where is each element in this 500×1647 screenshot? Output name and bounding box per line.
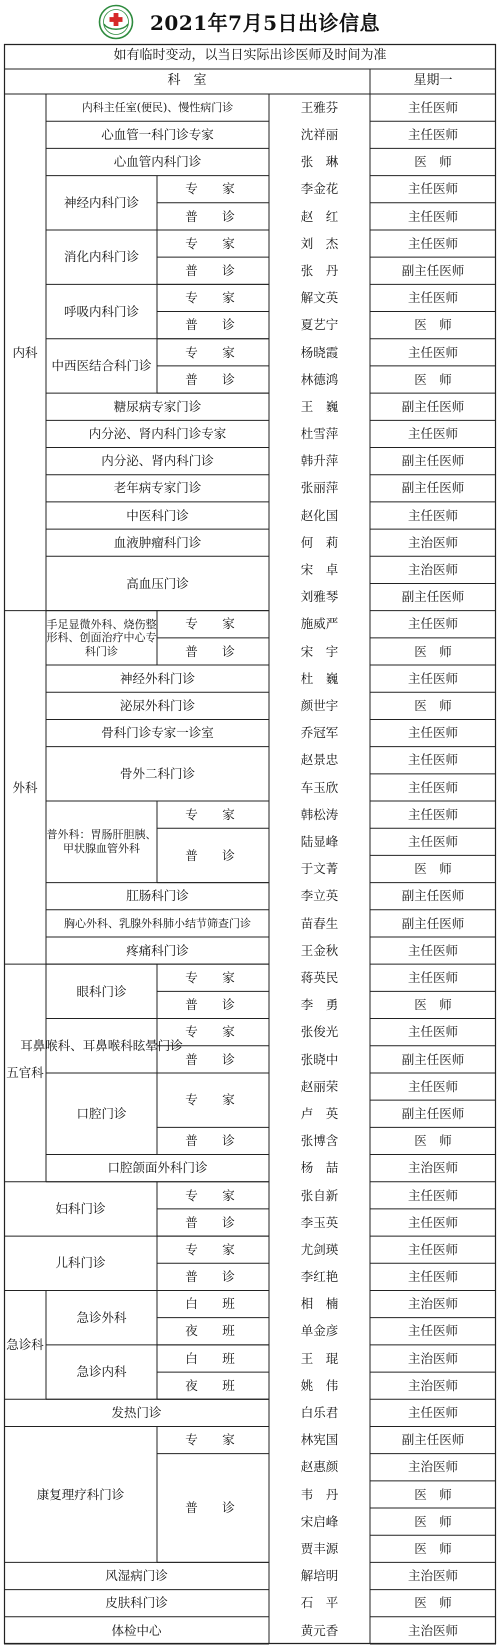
doctor-title: 副主任医师 bbox=[401, 262, 465, 278]
doctor-title: 主任医师 bbox=[407, 1241, 458, 1257]
doctor-name: 车玉欣 bbox=[300, 779, 339, 795]
department-group: 急诊科 bbox=[6, 1337, 44, 1353]
doctor-title: 主任医师 bbox=[407, 1269, 458, 1285]
doctor-title: 主任医师 bbox=[407, 126, 458, 142]
doctor-name: 宋 宇 bbox=[300, 643, 339, 659]
doctor-title: 主治医师 bbox=[407, 534, 458, 550]
doctor-name: 解培明 bbox=[300, 1568, 339, 1584]
department-group: 外科 bbox=[12, 779, 38, 795]
department-name: 发热门诊 bbox=[111, 1405, 162, 1421]
department-name: 耳鼻喉科、耳鼻喉科眩晕门诊 bbox=[20, 1037, 183, 1053]
department-name: 呼吸内科门诊 bbox=[63, 303, 139, 319]
session-type: 专 家 bbox=[185, 969, 241, 985]
session-type: 普 诊 bbox=[185, 997, 241, 1013]
page-title: 2021年7月5日出诊信息 bbox=[150, 11, 380, 35]
doctor-title: 主任医师 bbox=[407, 1024, 458, 1040]
doctor-name: 于文菁 bbox=[300, 861, 339, 877]
session-type: 普 诊 bbox=[185, 371, 241, 387]
doctor-title: 副主任医师 bbox=[401, 1051, 465, 1067]
doctor-title: 主任医师 bbox=[407, 290, 458, 306]
doctor-title: 医 师 bbox=[414, 698, 452, 714]
session-type: 专 家 bbox=[185, 344, 241, 360]
doctor-name: 杨 喆 bbox=[300, 1160, 339, 1176]
session-type: 普 诊 bbox=[185, 262, 241, 278]
doctor-title: 副主任医师 bbox=[401, 480, 465, 496]
doctor-title: 副主任医师 bbox=[401, 453, 465, 469]
session-type: 普 诊 bbox=[185, 1214, 241, 1230]
department-name: 康复理疗科门诊 bbox=[36, 1486, 125, 1502]
department-name: 皮肤科门诊 bbox=[105, 1595, 168, 1611]
page-header bbox=[0, 0, 500, 42]
doctor-title: 副主任医师 bbox=[401, 398, 465, 414]
doctor-name: 林宪国 bbox=[300, 1432, 339, 1448]
doctor-title: 主治医师 bbox=[407, 1377, 458, 1393]
doctor-name: 乔冠军 bbox=[300, 725, 339, 741]
department-group: 内科 bbox=[12, 344, 38, 360]
doctor-name: 赵丽荣 bbox=[300, 1078, 339, 1094]
doctor-name: 王雅芬 bbox=[300, 99, 339, 115]
doctor-title: 主任医师 bbox=[407, 616, 458, 632]
doctor-name: 杜雪萍 bbox=[300, 426, 339, 442]
department-name: 血液肿瘤科门诊 bbox=[113, 534, 202, 550]
doctor-name: 宋启峰 bbox=[300, 1513, 339, 1529]
doctor-name: 李红艳 bbox=[300, 1269, 339, 1285]
doctor-title: 主任医师 bbox=[407, 235, 458, 251]
doctor-title: 副主任医师 bbox=[401, 1105, 465, 1121]
session-type: 专 家 bbox=[185, 181, 241, 197]
doctor-name: 姚 伟 bbox=[300, 1377, 339, 1393]
doctor-name: 李金花 bbox=[300, 181, 339, 197]
doctor-name: 赵惠颜 bbox=[300, 1459, 339, 1475]
doctor-title: 主任医师 bbox=[407, 507, 458, 523]
doctor-title: 主任医师 bbox=[407, 1405, 458, 1421]
doctor-name: 沈祥丽 bbox=[300, 126, 339, 142]
doctor-title: 医 师 bbox=[414, 1486, 452, 1502]
doctor-title: 医 师 bbox=[414, 317, 452, 333]
doctor-name: 张自新 bbox=[300, 1187, 339, 1203]
doctor-title: 医 师 bbox=[414, 1541, 452, 1556]
doctor-name: 相 楠 bbox=[300, 1296, 339, 1312]
department-name: 内分泌、肾内科门诊专家 bbox=[88, 426, 227, 442]
doctor-name: 刘 杰 bbox=[300, 235, 339, 251]
session-type: 专 家 bbox=[185, 1092, 241, 1108]
session-type: 专 家 bbox=[185, 1024, 241, 1040]
doctor-name: 张丽萍 bbox=[300, 480, 339, 496]
doctor-title: 主任医师 bbox=[407, 1078, 458, 1094]
session-type: 专 家 bbox=[185, 806, 241, 822]
department-name: 急诊外科 bbox=[76, 1309, 127, 1325]
doctor-title: 主治医师 bbox=[407, 1459, 458, 1475]
department-name: 神经内科门诊 bbox=[63, 194, 139, 210]
doctor-name: 何 莉 bbox=[300, 534, 339, 550]
department-name: 心血管一科门诊专家 bbox=[101, 126, 214, 142]
doctor-name: 苗春生 bbox=[300, 915, 339, 931]
doctor-title: 主任医师 bbox=[407, 942, 458, 958]
department-name: 高血压门诊 bbox=[126, 575, 189, 591]
session-type: 专 家 bbox=[185, 235, 241, 251]
doctor-name: 刘雅琴 bbox=[300, 589, 339, 605]
session-type: 夜 班 bbox=[185, 1377, 241, 1393]
doctor-name: 李 勇 bbox=[300, 997, 339, 1013]
department-name: 眼科门诊 bbox=[76, 983, 127, 999]
doctor-title: 医 师 bbox=[414, 997, 452, 1013]
doctor-name: 陆显峰 bbox=[300, 833, 339, 849]
doctor-name: 韦 丹 bbox=[300, 1486, 339, 1502]
department-name: 儿科门诊 bbox=[55, 1255, 106, 1271]
department-name: 内分泌、肾内科门诊 bbox=[101, 453, 214, 469]
session-type: 专 家 bbox=[185, 616, 241, 632]
department-name: 普外科：胃肠肝胆胰、甲状腺血管外科 bbox=[46, 828, 157, 855]
doctor-title: 主任医师 bbox=[407, 99, 458, 115]
session-type: 普 诊 bbox=[185, 208, 241, 224]
department-name: 骨科门诊专家一诊室 bbox=[101, 725, 214, 741]
department-group: 五官科 bbox=[6, 1065, 44, 1081]
department-name: 体检中心 bbox=[111, 1622, 162, 1638]
doctor-title: 医 师 bbox=[414, 1133, 452, 1149]
doctor-title: 主任医师 bbox=[407, 1214, 458, 1230]
doctor-name: 单金彦 bbox=[300, 1323, 339, 1339]
doctor-title: 主治医师 bbox=[407, 1568, 458, 1584]
doctor-name: 颜世宇 bbox=[300, 698, 339, 714]
doctor-name: 白乐君 bbox=[300, 1405, 339, 1421]
doctor-title: 医 师 bbox=[414, 371, 452, 387]
doctor-name: 张俊光 bbox=[300, 1024, 339, 1040]
doctor-name: 张 琳 bbox=[300, 154, 339, 170]
doctor-name: 王 巍 bbox=[300, 398, 339, 414]
doctor-title: 主任医师 bbox=[407, 1323, 458, 1339]
doctor-title: 主任医师 bbox=[407, 1187, 458, 1203]
doctor-title: 主任医师 bbox=[407, 725, 458, 741]
doctor-title: 副主任医师 bbox=[401, 915, 465, 931]
doctor-name: 林德鸿 bbox=[300, 371, 339, 387]
doctor-title: 主任医师 bbox=[407, 181, 458, 197]
doctor-name: 赵化国 bbox=[300, 507, 339, 523]
session-type: 白 班 bbox=[185, 1296, 241, 1312]
session-type: 普 诊 bbox=[185, 1500, 241, 1516]
doctor-name: 张 丹 bbox=[300, 262, 339, 278]
doctor-name: 韩松涛 bbox=[300, 806, 339, 822]
session-type: 专 家 bbox=[185, 1241, 241, 1257]
doctor-name: 卢 英 bbox=[300, 1105, 339, 1121]
doctor-title: 副主任医师 bbox=[401, 589, 465, 605]
doctor-title: 医 师 bbox=[414, 1513, 452, 1529]
doctor-title: 主治医师 bbox=[407, 1622, 458, 1638]
doctor-title: 医 师 bbox=[414, 154, 452, 170]
doctor-title: 主任医师 bbox=[407, 670, 458, 686]
schedule-notice: 如有临时变动，以当日实际出诊医师及时间为准 bbox=[113, 48, 387, 63]
doctor-title: 医 师 bbox=[414, 1595, 452, 1611]
session-type: 夜 班 bbox=[185, 1323, 241, 1339]
department-name: 中医科门诊 bbox=[126, 507, 189, 523]
session-type: 普 诊 bbox=[185, 1133, 241, 1149]
department-name: 风湿病门诊 bbox=[105, 1568, 168, 1584]
doctor-title: 主治医师 bbox=[407, 562, 458, 578]
session-type: 普 诊 bbox=[185, 1269, 241, 1285]
session-type: 白 班 bbox=[185, 1350, 241, 1366]
doctor-name: 杨晓霞 bbox=[300, 344, 339, 360]
department-name: 口腔颌面外科门诊 bbox=[107, 1160, 208, 1176]
department-name: 老年病专家门诊 bbox=[113, 480, 202, 496]
session-type: 普 诊 bbox=[185, 643, 241, 659]
schedule-table bbox=[4, 44, 496, 1644]
doctor-title: 主治医师 bbox=[407, 1350, 458, 1366]
doctor-name: 杜 巍 bbox=[300, 670, 339, 686]
hospital-logo-icon bbox=[98, 4, 134, 40]
session-type: 专 家 bbox=[185, 1432, 241, 1448]
column-header-weekday: 星期一 bbox=[413, 73, 453, 89]
session-type: 普 诊 bbox=[185, 847, 241, 863]
doctor-name: 张晓中 bbox=[300, 1051, 339, 1067]
doctor-name: 解文英 bbox=[300, 290, 339, 306]
session-type: 普 诊 bbox=[185, 1051, 241, 1067]
doctor-title: 主任医师 bbox=[407, 208, 458, 224]
doctor-name: 张博含 bbox=[300, 1133, 339, 1149]
doctor-name: 贾丰源 bbox=[300, 1541, 339, 1556]
department-name: 肛肠科门诊 bbox=[126, 888, 189, 904]
doctor-name: 李立英 bbox=[300, 888, 339, 904]
doctor-title: 医 师 bbox=[414, 861, 452, 877]
department-name: 内科主任室(便民)、慢性病门诊 bbox=[81, 100, 234, 114]
department-name: 糖尿病专家门诊 bbox=[113, 398, 202, 414]
department-name: 妇科门诊 bbox=[55, 1201, 106, 1217]
session-type: 专 家 bbox=[185, 1187, 241, 1203]
doctor-title: 副主任医师 bbox=[401, 1432, 465, 1448]
department-name: 手足显微外科、烧伤整形科、创面治疗中心专科门诊 bbox=[46, 617, 157, 658]
column-header-department: 科 室 bbox=[167, 73, 207, 89]
department-name: 心血管内科门诊 bbox=[113, 154, 202, 170]
doctor-title: 主治医师 bbox=[407, 1160, 458, 1176]
department-name: 骨外二科门诊 bbox=[119, 766, 195, 781]
doctor-name: 宋 卓 bbox=[300, 562, 339, 578]
doctor-title: 医 师 bbox=[414, 643, 452, 659]
doctor-title: 副主任医师 bbox=[401, 888, 465, 904]
doctor-title: 主任医师 bbox=[407, 426, 458, 442]
doctor-name: 赵景忠 bbox=[300, 752, 339, 768]
doctor-title: 主治医师 bbox=[407, 1296, 458, 1312]
doctor-title: 主任医师 bbox=[407, 833, 458, 849]
department-name: 疼痛科门诊 bbox=[126, 942, 189, 958]
doctor-name: 赵 红 bbox=[300, 208, 339, 224]
department-name: 中西医结合科门诊 bbox=[51, 358, 152, 374]
doctor-name: 王 琨 bbox=[300, 1350, 339, 1366]
doctor-name: 蒋英民 bbox=[300, 969, 339, 985]
doctor-name: 石 平 bbox=[300, 1595, 339, 1611]
doctor-title: 主任医师 bbox=[407, 344, 458, 360]
department-name: 消化内科门诊 bbox=[63, 249, 139, 265]
doctor-title: 主任医师 bbox=[407, 806, 458, 822]
session-type: 专 家 bbox=[185, 290, 241, 306]
doctor-name: 李玉英 bbox=[300, 1214, 339, 1230]
doctor-name: 黄元香 bbox=[300, 1622, 339, 1638]
department-name: 口腔门诊 bbox=[76, 1105, 127, 1121]
doctor-name: 韩升萍 bbox=[300, 453, 339, 469]
doctor-name: 施威严 bbox=[300, 616, 339, 632]
session-type: 普 诊 bbox=[185, 317, 241, 333]
department-name: 神经外科门诊 bbox=[119, 670, 195, 686]
doctor-name: 尤剑瑛 bbox=[300, 1241, 339, 1257]
department-name: 泌尿外科门诊 bbox=[119, 698, 195, 714]
doctor-name: 王金秋 bbox=[300, 942, 339, 958]
doctor-title: 主任医师 bbox=[407, 752, 458, 768]
department-name: 胸心外科、乳腺外科肺小结节筛查门诊 bbox=[64, 916, 251, 930]
doctor-title: 主任医师 bbox=[407, 779, 458, 795]
department-name: 急诊内科 bbox=[76, 1364, 127, 1380]
doctor-name: 夏艺宁 bbox=[300, 317, 339, 333]
doctor-title: 主任医师 bbox=[407, 969, 458, 985]
